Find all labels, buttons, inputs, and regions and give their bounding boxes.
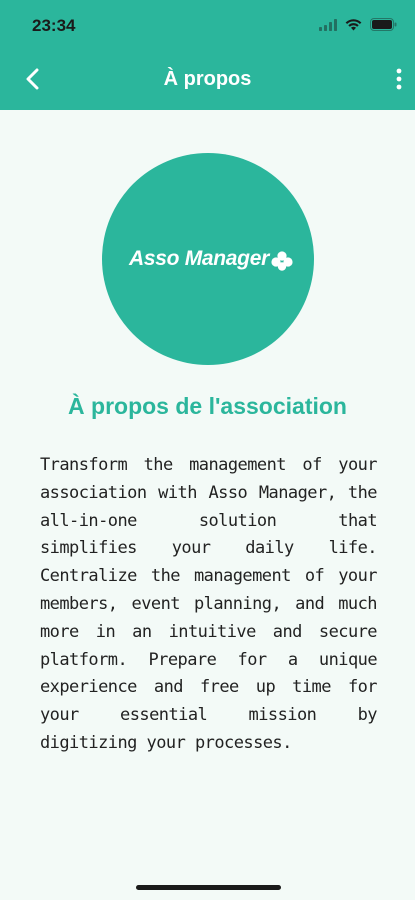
home-indicator[interactable] <box>136 885 281 890</box>
wifi-icon <box>345 19 362 31</box>
page-title: À propos <box>163 68 252 90</box>
more-vertical-icon <box>396 68 402 95</box>
logo-content <box>129 243 293 276</box>
about-description: Transform the management of your association with Asso Manager, the all-in-one solution that simplifies your daily life. Centralize the management of your members, event planning, and much more in an intuitive and secure platform. Prepare for a unique experience and free up time for your essential mission by digitizing your processes. <box>40 455 377 753</box>
status-icons <box>319 18 397 31</box>
battery-icon <box>370 18 397 31</box>
app-logo <box>102 153 314 365</box>
section-title: À propos de l'association <box>68 393 347 419</box>
logo-text: Asso Manager <box>129 247 269 270</box>
status-time: 23:34 <box>32 16 76 35</box>
clover-icon <box>271 251 293 276</box>
more-options-button[interactable] <box>389 66 409 96</box>
app-header <box>0 0 415 110</box>
status-bar <box>0 0 415 54</box>
nav-bar <box>0 58 415 104</box>
signal-icon <box>319 19 337 31</box>
